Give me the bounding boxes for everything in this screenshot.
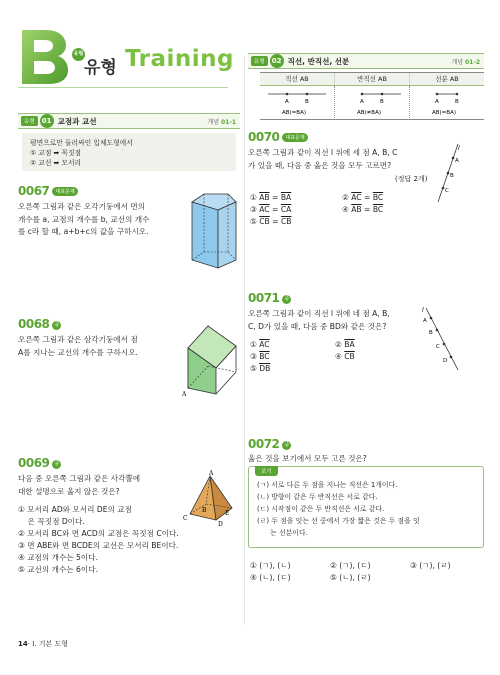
concept-line: 평면으로만 둘러싸인 입체도형에서 [30, 139, 133, 147]
point-label: A [360, 99, 364, 105]
point-label: B [450, 173, 454, 179]
type-title: 직선, 반직선, 선분 [287, 56, 350, 66]
text-line: C, D가 있을 때, 다음 중 BD와 같은 것은? [248, 321, 387, 331]
point-label: C [436, 344, 440, 350]
problem-number: 0068 [18, 317, 50, 331]
problem-number: 0069 [18, 456, 50, 470]
problem-0069-text [18, 473, 183, 498]
vertex-label-a: A [209, 470, 214, 477]
text-line: 개수를 a, 교점의 개수를 b, 교선의 개수 [18, 214, 150, 224]
problem-0072-header [248, 437, 291, 451]
problem-0067-text [18, 201, 198, 239]
point-label: B [380, 99, 384, 105]
line-label: l [458, 145, 460, 152]
choice-3[interactable]: ③ (ㄱ), (ㄹ) [410, 561, 451, 570]
line-types-table [260, 72, 484, 120]
bogi-item: (ㄱ) 서로 다른 두 점을 지나는 직선은 1개이다. [257, 481, 398, 489]
table-cell-line [260, 86, 335, 120]
problem-tag: 중 [282, 295, 291, 304]
table-note: AB(≠BA) [357, 110, 381, 116]
problem-number: 0072 [248, 437, 280, 451]
point-label: A [285, 99, 289, 105]
vertex-label-d: D [218, 521, 223, 528]
concept-line: ② 교선 ➡ 모서리 [30, 159, 82, 167]
logo-title-english: Training [125, 46, 235, 72]
problem-tag: 중 [282, 441, 291, 450]
choice-5[interactable]: ⑤ (ㄴ), (ㄹ) [330, 573, 371, 582]
text-line: 대한 설명으로 옳지 않은 것은? [18, 486, 120, 496]
problem-tag: 중 [52, 460, 61, 469]
type-pill: 유형 [251, 56, 268, 66]
page-footer [18, 639, 68, 649]
choice-1[interactable]: ① 모서리 AD와 모서리 DE의 교점 [18, 505, 132, 514]
point-label: B [429, 330, 433, 336]
problem-0072-text: 옳은 것을 보기에서 모두 고른 것은? [248, 454, 367, 463]
concept-ref: 개념 01-1 [207, 118, 236, 126]
triangular-prism-figure [180, 318, 242, 398]
square-pyramid-figure [180, 468, 242, 528]
point-label: A [435, 99, 439, 105]
problem-tag: 중 [52, 321, 61, 330]
page-number: 14 [18, 640, 28, 648]
problem-0072-choices [250, 560, 484, 584]
choice-2[interactable]: ② 모서리 BC와 면 ACD의 교점은 꼭짓점 C이다. [18, 529, 179, 538]
choice-4[interactable]: ④ $\overline{CB}$ [335, 352, 355, 361]
problem-0068-header [18, 317, 61, 331]
problem-tag: 대표문제 [282, 133, 307, 142]
choice-1[interactable]: ① $\overline{AB} = \overline{BA}$ [250, 193, 292, 202]
table-header: 반직선 AB [335, 73, 410, 85]
vertex-label-e: E [225, 510, 230, 517]
pentagonal-prism-figure [188, 190, 240, 274]
choice-1[interactable]: ① $\overline{AC}$ [250, 340, 270, 349]
choice-5[interactable]: ⑤ $\overline{CB} = \overline{CB}$ [250, 217, 292, 226]
choice-4[interactable]: ④ (ㄴ), (ㄷ) [250, 573, 291, 582]
text-line: 오른쪽 그림과 같이 직선 l 위에 세 점 A, B, C [248, 148, 398, 157]
point-label: A [423, 318, 427, 324]
problem-number: 0070 [248, 130, 280, 144]
concept-ref: 개념 01-2 [451, 58, 480, 66]
point-label: A [455, 158, 459, 164]
choice-5[interactable]: ⑤ 교선의 개수는 6이다. [18, 565, 98, 574]
choice-5[interactable]: ⑤ $\overline{DB}$ [250, 364, 271, 373]
logo-title-korean: 유형 [84, 58, 117, 78]
logo-b-graphic [18, 28, 70, 86]
problem-0071-header [248, 291, 291, 305]
header-divider [18, 87, 228, 88]
type-number: 02 [270, 54, 284, 68]
chapter-title: · Ⅰ. 기본 도형 [27, 640, 68, 648]
problem-0071-text [248, 308, 443, 333]
table-cell-segment [410, 86, 484, 120]
problem-0071-choices [250, 339, 425, 375]
choice-2[interactable]: ② $\overline{AC} = \overline{BC}$ [342, 193, 384, 202]
problem-0069-header [18, 456, 61, 470]
type-number: 01 [40, 114, 54, 128]
text-line: 가 있을 때, 다음 중 옳은 것을 모두 고르면? [248, 160, 392, 170]
table-header: 선분 AB [435, 75, 459, 83]
line-abcd-figure [420, 304, 464, 374]
problem-number: 0067 [18, 184, 50, 198]
concept-line: ① 교점 ➡ 꼭짓점 [30, 149, 82, 157]
bogi-item: 는 선분이다. [257, 529, 308, 537]
choice-4[interactable]: ④ $\overline{AB} = \overline{BC}$ [342, 205, 384, 214]
type02-header [248, 53, 484, 69]
choice-2[interactable]: ② (ㄱ), (ㄷ) [330, 561, 371, 570]
problem-number: 0071 [248, 291, 280, 305]
problem-0068-text [18, 334, 183, 359]
concept-box [22, 133, 236, 171]
problem-0070-header [248, 130, 308, 144]
point-label: C [445, 188, 449, 194]
table-header: 직선 AB [260, 73, 335, 85]
bogi-box [248, 466, 484, 548]
problem-0070-choices [250, 192, 440, 228]
line-label: l [422, 307, 424, 314]
text-line: 오른쪽 그림과 같이 직선 l 위에 네 점 A, B, [248, 309, 390, 318]
text-line: 오른쪽 그림과 같은 삼각기둥에서 점 [18, 335, 138, 344]
bogi-item: (ㄴ) 방향이 같은 두 반직선은 서로 같다. [257, 493, 378, 501]
problem-0067-header [18, 184, 78, 198]
bogi-item: (ㄹ) 두 점을 잇는 선 중에서 가장 짧은 것은 두 점을 잇 [257, 517, 420, 525]
choice-4[interactable]: ④ 교점의 개수는 5이다. [18, 553, 98, 562]
table-note: AB(=BA) [282, 110, 306, 116]
problem-tag: 대표문제 [52, 187, 77, 196]
bogi-label: 보기 [255, 466, 278, 476]
type-pill: 유형 [21, 116, 38, 126]
text-line: 오른쪽 그림과 같은 오각기둥에서 면의 [18, 202, 146, 211]
table-cell-ray [335, 86, 410, 120]
text-line: 를 c라 할 때, a+b+c의 값을 구하시오. [18, 227, 149, 236]
vertex-label-a: A [182, 391, 187, 398]
logo-badge: 유형 [72, 48, 85, 61]
choice-3[interactable]: ③ $\overline{BC}$ [250, 352, 270, 361]
bogi-item: (ㄷ) 시작점이 같은 두 반직선은 서로 같다. [257, 505, 385, 513]
choice-3[interactable]: ③ 면 ABE와 면 BCDE의 교선은 모서리 BE이다. [18, 541, 179, 550]
point-label: B [455, 99, 459, 105]
column-separator [244, 55, 245, 625]
choice-1[interactable]: ① (ㄱ), (ㄴ) [250, 561, 291, 570]
choice-2[interactable]: ② $\overline{BA}$ [335, 340, 355, 349]
point-label: B [305, 99, 309, 105]
vertex-label-c: C [183, 515, 188, 522]
type01-header [18, 113, 240, 129]
vertex-label-b: B [202, 507, 207, 514]
text-line: 다음 중 오른쪽 그림과 같은 사각뿔에 [18, 474, 141, 483]
table-note: AB(=BA) [432, 110, 456, 116]
answer-count-note: (정답 2개) [395, 175, 428, 183]
problem-0070-text [248, 147, 448, 172]
type-title: 교점과 교선 [57, 116, 97, 126]
point-label: D [443, 358, 448, 364]
choice-3[interactable]: ③ $\overline{AC} = \overline{CA}$ [250, 205, 292, 214]
choice-1-cont: 은 꼭짓점 D이다. [18, 517, 85, 526]
text-line: A를 지나는 교선의 개수를 구하시오. [18, 347, 138, 357]
